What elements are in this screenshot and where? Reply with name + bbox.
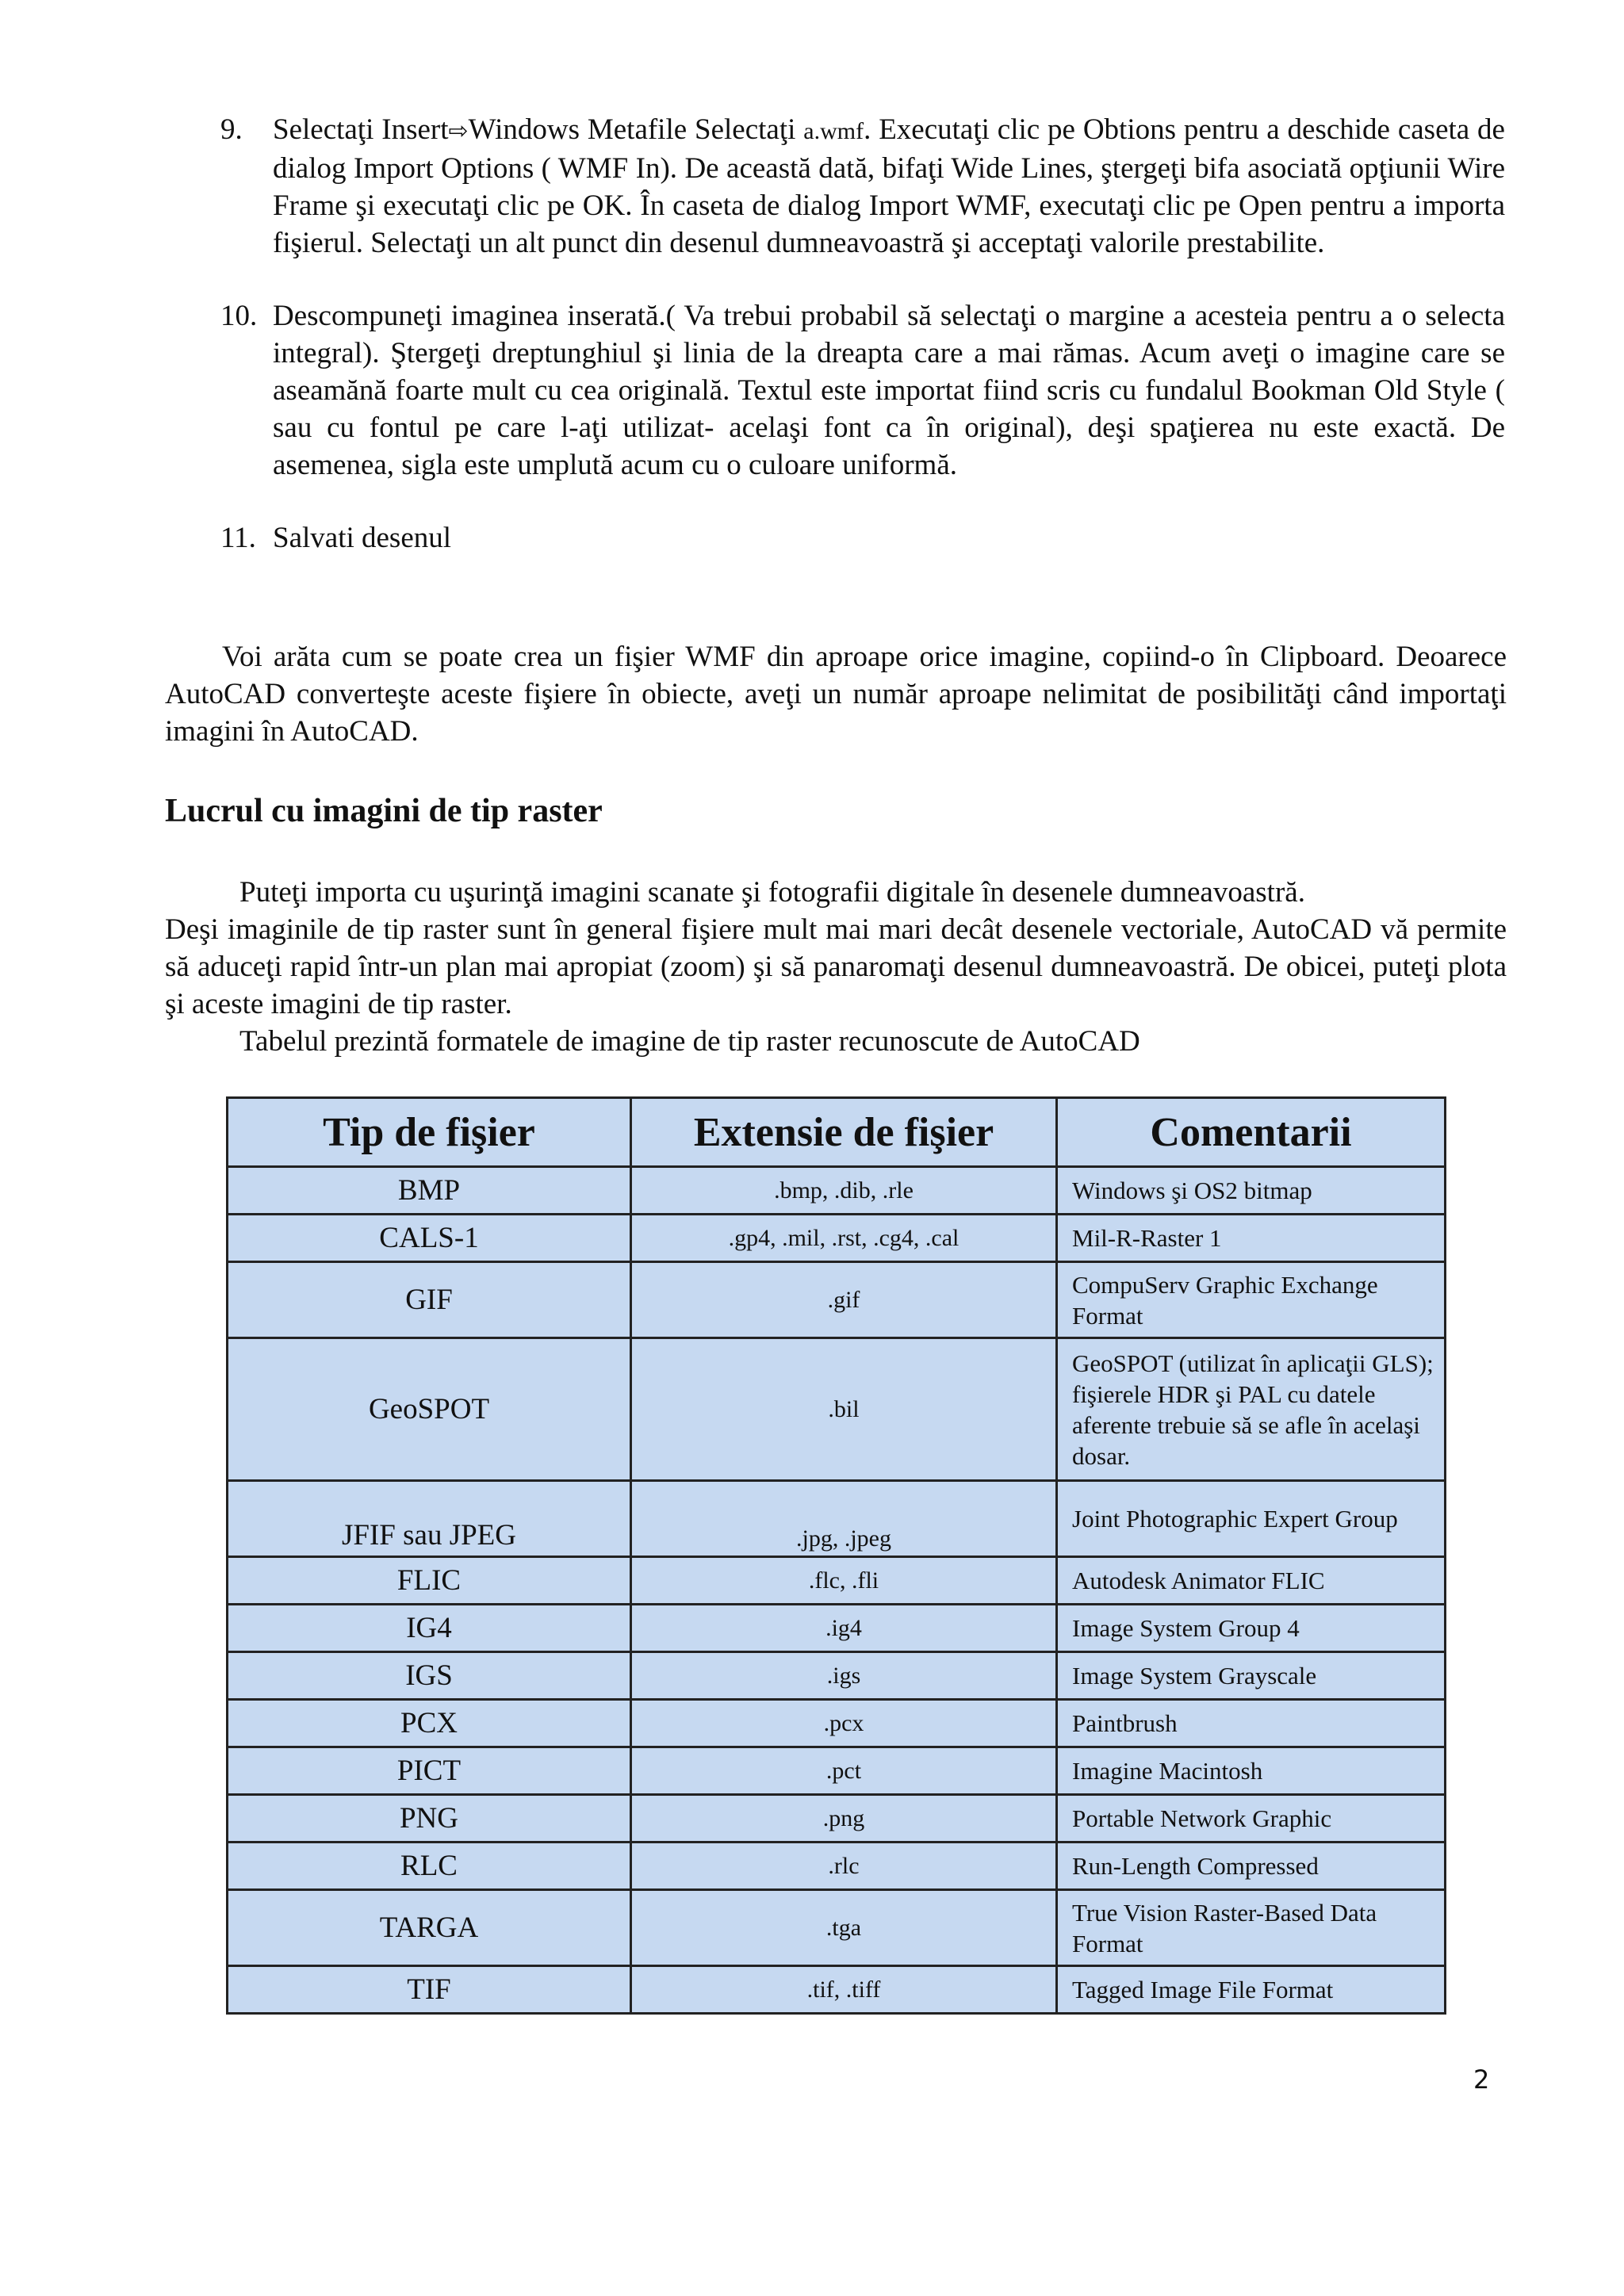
- comment-cell: Image System Group 4: [1057, 1605, 1446, 1652]
- step-text: Descompuneţi imaginea inserată.( Va trebui probabil să selectaţi o margine a acesteia pentru a o selecta integral). Ştergeţi dreptunghiul şi linia de la dreapta care a mai rămas. Acum aveţi o imagine care se aseamănă foarte mult cu cea originală. Textul este importat fiind scris cu fundalul Bookman Old Style ( sau cu fontul pe care l-aţi utilizat- acelaşi font ca în original), deşi spaţierea nu este exactă. De asemenea, sigla este umplută acum cu o culoare uniformă.: [273, 300, 1505, 481]
- file-type-cell: IG4: [228, 1605, 631, 1652]
- column-header: Tip de fişier: [228, 1098, 631, 1167]
- table-row: [228, 1890, 1446, 1966]
- extension-cell: .bil: [631, 1338, 1057, 1481]
- extension-cell: .png: [631, 1795, 1057, 1843]
- table-intro: Tabelul prezintă formatele de imagine de tip raster recunoscute de AutoCAD: [239, 1025, 1140, 1058]
- step-number: 10.: [220, 300, 258, 332]
- file-type-cell: TIF: [228, 1966, 631, 2014]
- extension-cell: .gif: [631, 1262, 1057, 1338]
- extension-cell: .bmp, .dib, .rle: [631, 1167, 1057, 1215]
- file-type-cell: IGS: [228, 1652, 631, 1700]
- table-row: [228, 1652, 1446, 1700]
- table-row: [228, 1843, 1446, 1890]
- extension-cell: .igs: [631, 1652, 1057, 1700]
- section-heading: Lucrul cu imagini de tip raster: [165, 793, 603, 829]
- extension-cell: .jpg, .jpeg: [631, 1481, 1057, 1557]
- column-header: Comentarii: [1057, 1098, 1446, 1167]
- step-11: [220, 519, 1505, 557]
- comment-cell: CompuServ Graphic Exchange Format: [1057, 1262, 1446, 1338]
- step-text: Salvati desenul: [273, 522, 452, 554]
- extension-cell: .pcx: [631, 1700, 1057, 1747]
- extension-cell: .gp4, .mil, .rst, .cg4, .cal: [631, 1215, 1057, 1262]
- comment-cell: True Vision Raster-Based Data Format: [1057, 1890, 1446, 1966]
- raster-paragraph: Deşi imaginile de tip raster sunt în general fişiere mult mai mari decât desenele vectoriale, AutoCAD vă permite să aduceţi rapid într-un plan mai apropiat (zoom) şi să panaromaţi desenul dumneavoastră. De obicei, puteţi plota şi aceste imagini de tip raster.: [165, 913, 1507, 1020]
- comment-cell: Image System Grayscale: [1057, 1652, 1446, 1700]
- comment-cell: Joint Photographic Expert Group: [1057, 1481, 1446, 1557]
- file-type-cell: GeoSPOT: [228, 1338, 631, 1481]
- extension-cell: .tga: [631, 1890, 1057, 1966]
- table-row: [228, 1605, 1446, 1652]
- comment-cell: Autodesk Animator FLIC: [1057, 1557, 1446, 1605]
- step-number: 9.: [220, 113, 243, 146]
- extension-cell: .rlc: [631, 1843, 1057, 1890]
- raster-formats-table: [226, 1096, 1446, 2015]
- file-type-cell: PICT: [228, 1747, 631, 1795]
- table-row: [228, 1557, 1446, 1605]
- extension-cell: .flc, .fli: [631, 1557, 1057, 1605]
- comment-cell: Tagged Image File Format: [1057, 1966, 1446, 2014]
- column-header: Extensie de fişier: [631, 1098, 1057, 1167]
- table-row: [228, 1481, 1446, 1557]
- comment-cell: Portable Network Graphic: [1057, 1795, 1446, 1843]
- raster-intro-line: Puteţi importa cu uşurinţă imagini scanate şi fotografii digitale în desenele dumneavoastră.: [239, 876, 1305, 909]
- file-type-cell: RLC: [228, 1843, 631, 1890]
- file-type-cell: PCX: [228, 1700, 631, 1747]
- comment-cell: Paintbrush: [1057, 1700, 1446, 1747]
- file-name: a.wmf: [803, 118, 864, 144]
- table-row: [228, 1795, 1446, 1843]
- table-row: [228, 1966, 1446, 2014]
- extension-cell: .tif, .tiff: [631, 1966, 1057, 2014]
- comment-cell: Mil-R-Raster 1: [1057, 1215, 1446, 1262]
- wmf-paragraph: Voi arăta cum se poate crea un fişier WMF din aproape orice imagine, copiind-o în Clipboard. Deoarece AutoCAD converteşte aceste fişiere în obiecte, aveţi un număr aproape nelimitat de posibilităţi când importaţi imagini în AutoCAD.: [165, 641, 1507, 748]
- comment-cell: GeoSPOT (utilizat în aplicaţii GLS); fişierele HDR şi PAL cu datele aferente trebuie să se afle în acelaşi dosar.: [1057, 1338, 1446, 1481]
- step-10: [220, 297, 1505, 484]
- extension-cell: .ig4: [631, 1605, 1057, 1652]
- comment-cell: Run-Length Compressed: [1057, 1843, 1446, 1890]
- table-row: [228, 1215, 1446, 1262]
- file-type-cell: CALS-1: [228, 1215, 631, 1262]
- file-type-cell: JFIF sau JPEG: [228, 1481, 631, 1557]
- page-number: 2: [1473, 2064, 1490, 2095]
- comment-cell: Windows şi OS2 bitmap: [1057, 1167, 1446, 1215]
- table-row: [228, 1700, 1446, 1747]
- file-type-cell: PNG: [228, 1795, 631, 1843]
- extension-cell: .pct: [631, 1747, 1057, 1795]
- file-type-cell: GIF: [228, 1262, 631, 1338]
- step-number: 11.: [220, 522, 256, 554]
- step-9: [220, 111, 1505, 262]
- numbered-steps: [220, 111, 1505, 592]
- table-header-row: [228, 1098, 1446, 1167]
- step-text: Selectaţi Insert⇨Windows Metafile Selectaţi a.wmf. Executaţi clic pe Obtions pentru a deschide caseta de dialog Import Options ( WMF In). De această dată, bifaţi Wide Lines, ştergeţi bifa asociată opţiunii Wire Frame şi executaţi clic pe OK. În caseta de dialog Import WMF, executaţi clic pe Open pentru a importa fişierul. Selectaţi un alt punct din desenul dumneavoastră şi acceptaţi valorile prestabilite.: [273, 113, 1505, 259]
- table-row: [228, 1262, 1446, 1338]
- file-type-cell: BMP: [228, 1167, 631, 1215]
- file-type-cell: FLIC: [228, 1557, 631, 1605]
- table-row: [228, 1747, 1446, 1795]
- file-type-cell: TARGA: [228, 1890, 631, 1966]
- table-row: [228, 1167, 1446, 1215]
- arrow-right-icon: ⇨: [448, 117, 469, 145]
- comment-cell: Imagine Macintosh: [1057, 1747, 1446, 1795]
- table-row: [228, 1338, 1446, 1481]
